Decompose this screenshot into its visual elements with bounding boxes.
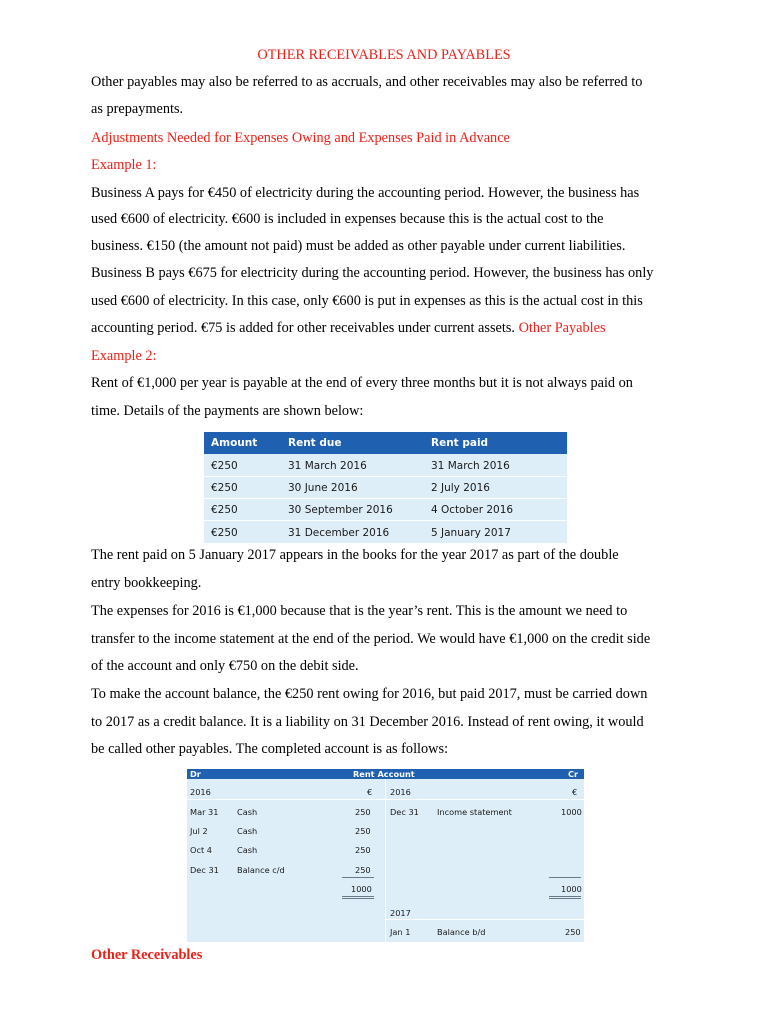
example1-line-3: business. €150 (the amount not paid) must be added as other payable under current liabilities. [91,238,626,254]
ledger-debit-row-2-date: Jul 2 [190,826,208,836]
para-line-7: to 2017 as a credit balance. It is a liability on 31 December 2016. Instead of rent owing, it would [91,714,644,730]
rent-payments-table [204,432,567,543]
rent-row-1-paid: 31 March 2016 [431,460,510,472]
example2-line-2: time. Details of the payments are shown below: [91,403,364,419]
ledger-debit-row-3-amount: 250 [355,845,371,855]
ledger-credit-year: 2016 [390,787,411,797]
intro-line-1: Other payables may also be referred to as accruals, and other receivables may also be referred to [91,74,643,90]
para-line-5: of the account and only €750 on the debit side. [91,658,359,674]
para-line-3: The expenses for 2016 is €1,000 because that is the year’s rent. This is the amount we need to [91,603,628,619]
ledger-2017-detail: Balance b/d [437,927,486,937]
example1-line-2: used €600 of electricity. €600 is included in expenses because this is the actual cost to the [91,211,604,227]
rent-account-ledger [187,769,584,942]
ledger-debit-currency: € [367,787,373,797]
para-line-2: entry bookkeeping. [91,575,202,591]
rent-row-4-amount: €250 [211,527,238,539]
ledger-cr-label: Cr [568,769,579,779]
rent-row-1-amount: €250 [211,460,238,472]
rent-row-3-paid: 4 October 2016 [431,504,514,516]
rent-row-2-due: 30 June 2016 [288,482,358,494]
ledger-2017-date: Jan 1 [390,927,411,937]
rent-table-header-amount: Amount [211,437,258,449]
example1-line-5: used €600 of electricity. In this case, only €600 is put in expenses as this is the actual cost in this [91,293,643,309]
example1-last-line: accounting period. €75 is added for other receivables under current assets. [91,320,515,336]
adjustments-heading: Adjustments Needed for Expenses Owing and Expenses Paid in Advance [91,130,510,146]
ledger-dr-label: Dr [190,769,201,779]
para-line-1: The rent paid on 5 January 2017 appears in the books for the year 2017 as part of the double [91,547,619,563]
page-title: OTHER RECEIVABLES AND PAYABLES [257,47,511,63]
other-payables-label: Other Payables [518,320,606,336]
rent-row-2-paid: 2 July 2016 [431,482,490,494]
ledger-debit-year: 2016 [190,787,211,797]
ledger-debit-row-3-detail: Cash [237,845,258,855]
rent-row-3-amount: €250 [211,504,238,516]
example1-heading: Example 1: [91,157,157,173]
ledger-year-2017: 2017 [390,908,411,918]
ledger-debit-row-4-detail: Balance c/d [237,865,285,875]
intro-line-2: as prepayments. [91,101,184,117]
ledger-debit-row-2-detail: Cash [237,826,258,836]
ledger-credit-row-1-detail: Income statement [437,807,512,817]
ledger-credit-row-1-amount: 1000 [561,807,582,817]
example2-line-1: Rent of €1,000 per year is payable at the end of every three months but it is not always paid on [91,375,633,391]
example1-line-6 [91,319,606,337]
ledger-credit-currency: € [572,787,578,797]
other-receivables-heading: Other Receivables [91,947,203,963]
para-line-6: To make the account balance, the €250 rent owing for 2016, but paid 2017, must be carried down [91,686,648,702]
ledger-2017-amount: 250 [565,927,581,937]
ledger-credit-row-1-date: Dec 31 [390,807,419,817]
rent-table-header-paid: Rent paid [431,437,489,449]
rent-row-3-due: 30 September 2016 [288,504,393,516]
ledger-credit-total: 1000 [561,884,582,894]
ledger-debit-row-1-date: Mar 31 [190,807,219,817]
rent-row-2-amount: €250 [211,482,238,494]
para-line-4: transfer to the income statement at the end of the period. We would have €1,000 on the credit side [91,631,651,647]
example2-heading: Example 2: [91,348,157,364]
ledger-debit-row-4-date: Dec 31 [190,865,219,875]
para-line-8: be called other payables. The completed account is as follows: [91,741,449,757]
ledger-header [187,769,584,779]
ledger-debit-row-4-amount: 250 [355,865,371,875]
example1-line-1: Business A pays for €450 of electricity during the accounting period. However, the business has [91,185,640,201]
rent-table-header [204,432,567,454]
ledger-debit-row-1-detail: Cash [237,807,258,817]
ledger-title: Rent Account [353,769,415,779]
ledger-debit-row-3-date: Oct 4 [190,845,212,855]
example1-line-4: Business B pays €675 for electricity during the accounting period. However, the business has only [91,265,654,281]
rent-row-4-paid: 5 January 2017 [431,527,511,539]
rent-row-1-due: 31 March 2016 [288,460,367,472]
ledger-debit-row-2-amount: 250 [355,826,371,836]
rent-table-header-due: Rent due [288,437,342,449]
ledger-debit-row-1-amount: 250 [355,807,371,817]
ledger-debit-total: 1000 [351,884,372,894]
rent-row-4-due: 31 December 2016 [288,527,390,539]
